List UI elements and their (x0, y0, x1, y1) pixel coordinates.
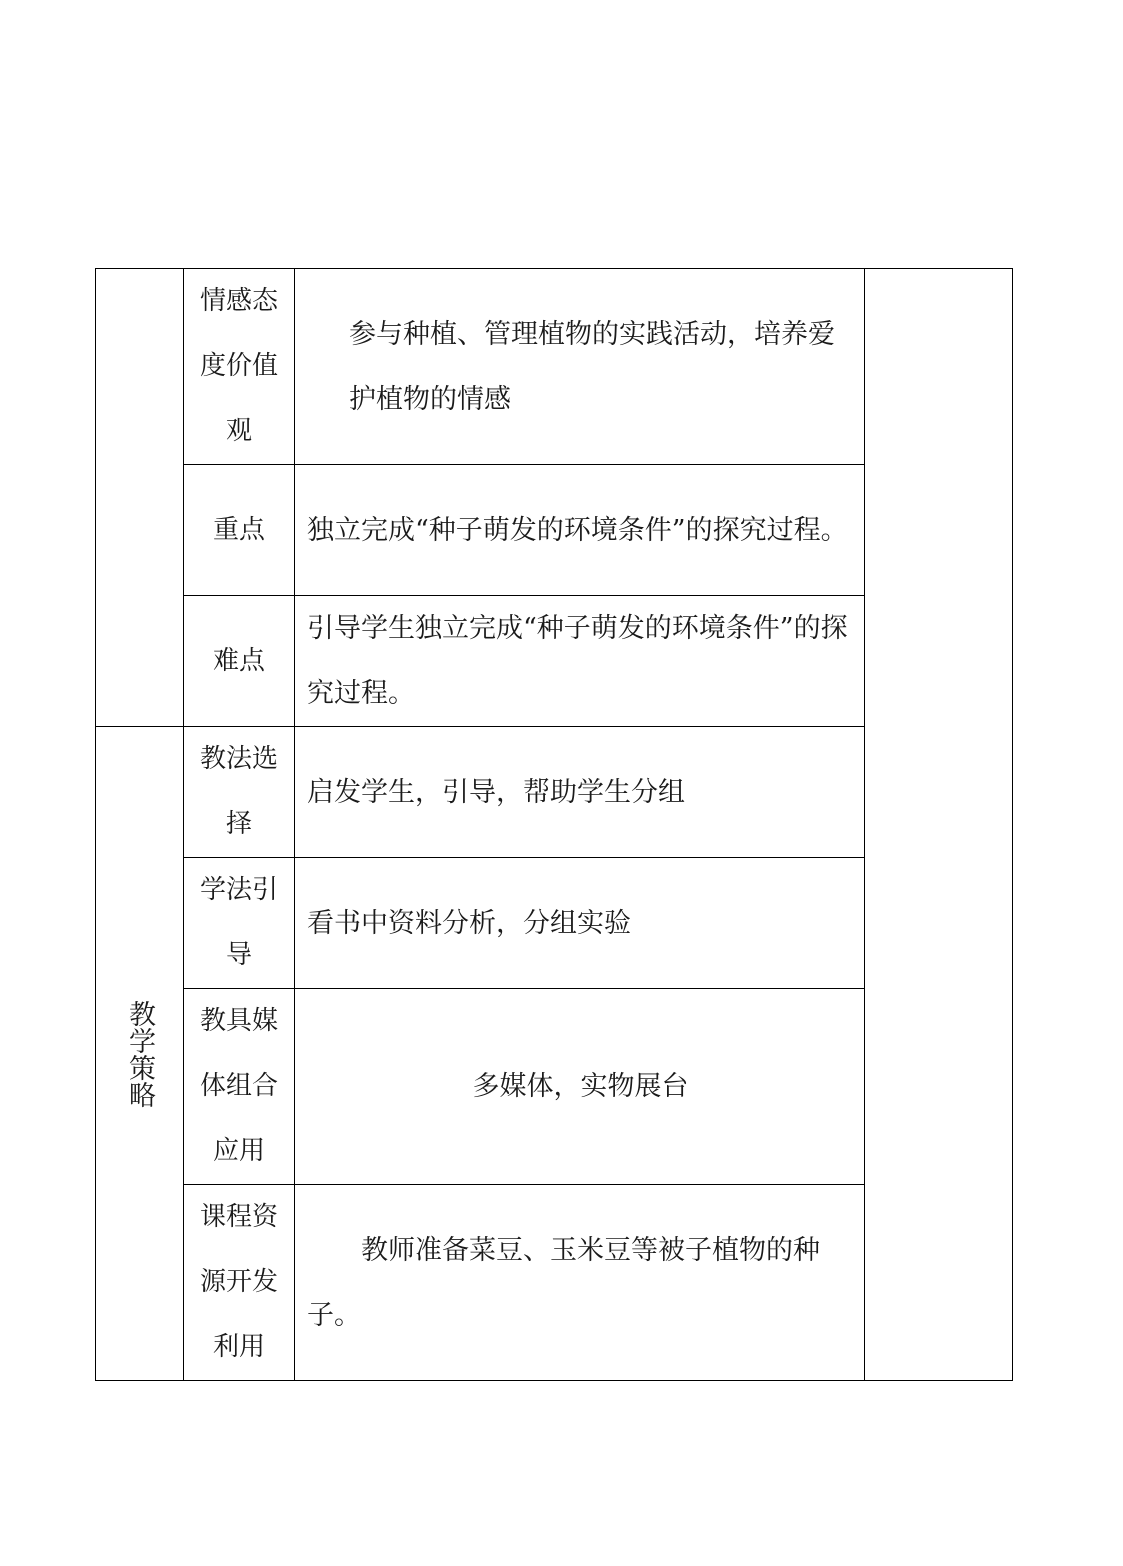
row-content-cell (295, 269, 865, 465)
row-label-cell (184, 989, 295, 1185)
row-content: 教师准备菜豆、玉米豆等被子植物的种子。 (307, 1234, 820, 1331)
row-label-cell (184, 596, 295, 727)
row-label: 情感态度价值观 (199, 286, 278, 446)
row-content-cell (295, 727, 865, 858)
row-content: 启发学生，引导，帮助学生分组 (307, 776, 685, 808)
row-label-cell (184, 1185, 295, 1381)
row-label-cell (184, 727, 295, 858)
row-label: 学法引导 (199, 875, 278, 970)
row-label: 教具媒体组合应用 (199, 1006, 278, 1166)
row-content: 参与种植、管理植物的实践活动，培养爱护植物的情感 (349, 318, 835, 415)
row-content-cell (295, 989, 865, 1185)
table-row (96, 269, 1013, 465)
row-content: 看书中资料分析，分组实验 (307, 907, 631, 939)
remarks-cell (865, 269, 1013, 1381)
row-content: 独立完成“种子萌发的环境条件”的探究过程。 (307, 514, 848, 546)
row-label: 课程资源开发利用 (199, 1202, 278, 1362)
row-content-cell (295, 596, 865, 727)
row-content-cell (295, 858, 865, 989)
lesson-plan-table (95, 268, 1013, 1381)
section-cell-empty (96, 269, 184, 727)
row-label: 教法选择 (199, 744, 278, 839)
row-label: 难点 (212, 645, 265, 676)
section-title-cell (96, 727, 184, 1381)
row-content-cell (295, 465, 865, 596)
row-label-cell (184, 269, 295, 465)
row-label: 重点 (212, 514, 265, 545)
row-label-cell (184, 465, 295, 596)
row-label-cell (184, 858, 295, 989)
row-content: 引导学生独立完成“种子萌发的环境条件”的探究过程。 (307, 613, 848, 709)
row-content: 多媒体，实物展台 (472, 1071, 689, 1102)
row-content-cell (295, 1185, 865, 1381)
section-title: 教学策略 (124, 999, 155, 1108)
